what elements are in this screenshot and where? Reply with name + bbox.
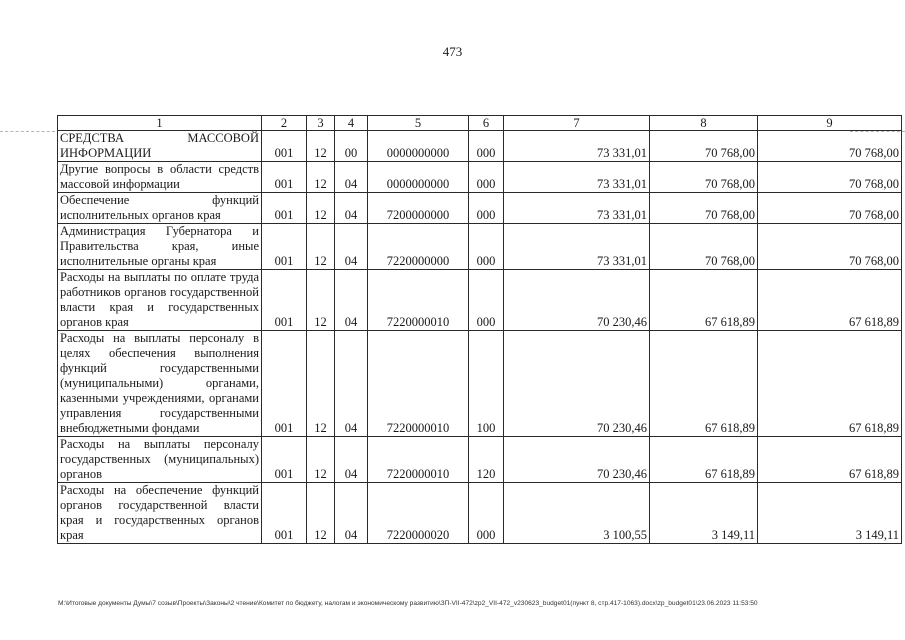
row-value-cell: 00 bbox=[335, 131, 368, 162]
column-header: 6 bbox=[469, 116, 504, 131]
row-value-cell: 001 bbox=[262, 224, 307, 270]
row-value-cell: 70 768,00 bbox=[758, 162, 902, 193]
row-value-cell: 3 100,55 bbox=[504, 483, 650, 544]
row-value-cell: 67 618,89 bbox=[758, 331, 902, 437]
row-value-cell: 000 bbox=[469, 131, 504, 162]
row-value-cell: 0000000000 bbox=[368, 162, 469, 193]
row-value-cell: 7200000000 bbox=[368, 193, 469, 224]
table-row bbox=[58, 224, 902, 270]
column-header: 3 bbox=[307, 116, 335, 131]
row-value-cell: 12 bbox=[307, 437, 335, 483]
row-value-cell: 70 230,46 bbox=[504, 270, 650, 331]
row-value-cell: 70 768,00 bbox=[650, 224, 758, 270]
row-value-cell: 04 bbox=[335, 270, 368, 331]
row-value-cell: 73 331,01 bbox=[504, 162, 650, 193]
row-value-cell: 70 768,00 bbox=[650, 131, 758, 162]
table-row bbox=[58, 270, 902, 331]
budget-table bbox=[57, 115, 902, 544]
row-value-cell: 3 149,11 bbox=[650, 483, 758, 544]
row-value-cell: 7220000010 bbox=[368, 270, 469, 331]
table-row bbox=[58, 483, 902, 544]
row-name-cell: Администрация Губернатора и Правительства края, иные исполнительные органы края bbox=[58, 224, 262, 270]
column-header: 8 bbox=[650, 116, 758, 131]
row-value-cell: 12 bbox=[307, 483, 335, 544]
row-value-cell: 000 bbox=[469, 483, 504, 544]
row-value-cell: 7220000020 bbox=[368, 483, 469, 544]
row-value-cell: 70 768,00 bbox=[650, 162, 758, 193]
column-header: 1 bbox=[58, 116, 262, 131]
row-value-cell: 70 768,00 bbox=[758, 131, 902, 162]
row-name-cell: СРЕДСТВА МАССОВОЙ ИНФОРМАЦИИ bbox=[58, 131, 262, 162]
row-value-cell: 100 bbox=[469, 331, 504, 437]
row-value-cell: 67 618,89 bbox=[650, 270, 758, 331]
column-header: 4 bbox=[335, 116, 368, 131]
row-value-cell: 67 618,89 bbox=[758, 437, 902, 483]
table-row bbox=[58, 331, 902, 437]
row-value-cell: 70 230,46 bbox=[504, 331, 650, 437]
table-row bbox=[58, 193, 902, 224]
row-value-cell: 70 768,00 bbox=[758, 193, 902, 224]
row-value-cell: 001 bbox=[262, 162, 307, 193]
row-value-cell: 67 618,89 bbox=[650, 437, 758, 483]
row-value-cell: 12 bbox=[307, 193, 335, 224]
row-value-cell: 70 768,00 bbox=[650, 193, 758, 224]
row-value-cell: 3 149,11 bbox=[758, 483, 902, 544]
row-value-cell: 000 bbox=[469, 270, 504, 331]
row-name-cell: Другие вопросы в области средств массовой информации bbox=[58, 162, 262, 193]
row-value-cell: 67 618,89 bbox=[650, 331, 758, 437]
row-value-cell: 73 331,01 bbox=[504, 193, 650, 224]
row-value-cell: 120 bbox=[469, 437, 504, 483]
row-value-cell: 12 bbox=[307, 162, 335, 193]
page-number: 473 bbox=[442, 44, 463, 59]
row-name-cell: Расходы на выплаты по оплате труда работников органов государственной власти края и государственных органов края bbox=[58, 270, 262, 331]
row-value-cell: 7220000000 bbox=[368, 224, 469, 270]
column-header: 7 bbox=[504, 116, 650, 131]
table-row bbox=[58, 437, 902, 483]
column-header: 9 bbox=[758, 116, 902, 131]
row-value-cell: 12 bbox=[307, 224, 335, 270]
row-value-cell: 70 230,46 bbox=[504, 437, 650, 483]
row-value-cell: 000 bbox=[469, 193, 504, 224]
row-value-cell: 001 bbox=[262, 331, 307, 437]
row-value-cell: 000 bbox=[469, 162, 504, 193]
row-value-cell: 04 bbox=[335, 224, 368, 270]
row-value-cell: 67 618,89 bbox=[758, 270, 902, 331]
row-value-cell: 001 bbox=[262, 193, 307, 224]
row-name-cell: Расходы на выплаты персоналу государственных (муниципальных) органов bbox=[58, 437, 262, 483]
row-value-cell: 7220000010 bbox=[368, 437, 469, 483]
row-value-cell: 04 bbox=[335, 437, 368, 483]
row-value-cell: 001 bbox=[262, 483, 307, 544]
table-row bbox=[58, 131, 902, 162]
row-value-cell: 001 bbox=[262, 437, 307, 483]
table-row bbox=[58, 162, 902, 193]
row-value-cell: 04 bbox=[335, 193, 368, 224]
row-name-cell: Расходы на выплаты персоналу в целях обеспечения выполнения функций государственными (муниципальными) органами, казенными учреждениями, органами управления государственными внебюджетными фондами bbox=[58, 331, 262, 437]
row-value-cell: 0000000000 bbox=[368, 131, 469, 162]
row-value-cell: 04 bbox=[335, 483, 368, 544]
row-value-cell: 70 768,00 bbox=[758, 224, 902, 270]
row-value-cell: 12 bbox=[307, 131, 335, 162]
table-body bbox=[58, 131, 902, 544]
row-value-cell: 04 bbox=[335, 331, 368, 437]
column-header: 5 bbox=[368, 116, 469, 131]
row-value-cell: 12 bbox=[307, 331, 335, 437]
row-name-cell: Обеспечение функций исполнительных органов края bbox=[58, 193, 262, 224]
row-value-cell: 73 331,01 bbox=[504, 224, 650, 270]
row-value-cell: 73 331,01 bbox=[504, 131, 650, 162]
row-value-cell: 001 bbox=[262, 131, 307, 162]
row-name-cell: Расходы на обеспечение функций органов государственной власти края и государственных органов края bbox=[58, 483, 262, 544]
scan-artifact-left bbox=[0, 131, 55, 132]
row-value-cell: 7220000010 bbox=[368, 331, 469, 437]
row-value-cell: 04 bbox=[335, 162, 368, 193]
row-value-cell: 000 bbox=[469, 224, 504, 270]
row-value-cell: 12 bbox=[307, 270, 335, 331]
table-header-row bbox=[58, 116, 902, 131]
column-header: 2 bbox=[262, 116, 307, 131]
row-value-cell: 001 bbox=[262, 270, 307, 331]
footer-file-path: M:\Итоговые документы Думы\7 созыв\Проекты\Законы\2 чтение\Комитет по бюджету, налогам и экономическому развитию\ЗП-VII-472\zp2_VII-472_v230623_budget01(пункт 8, стр.417-1063).docx\zp_budget01\23.06.2023 11:53:50 bbox=[58, 600, 758, 607]
